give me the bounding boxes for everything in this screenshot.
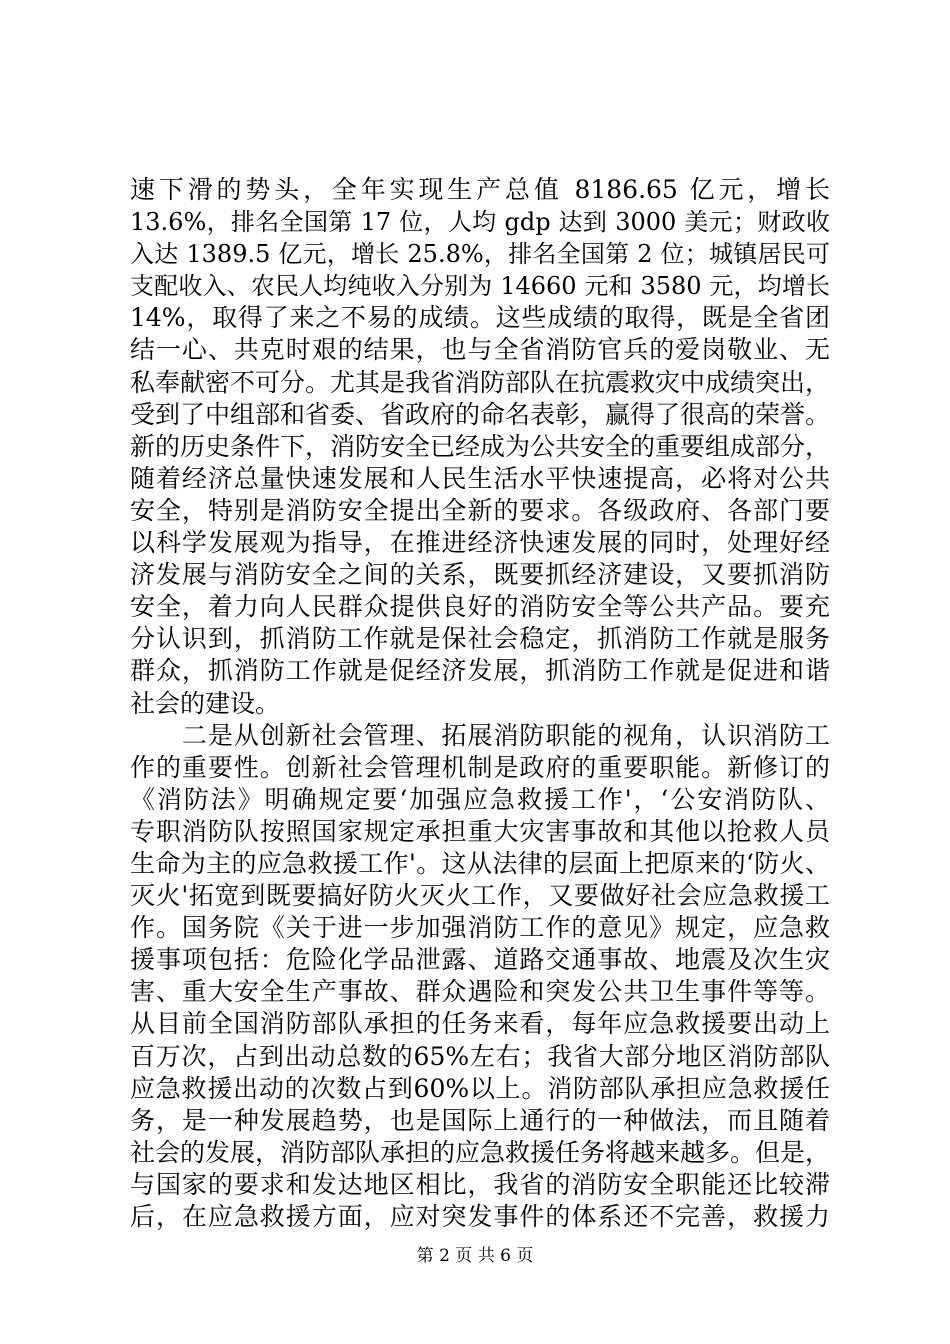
text-line: 从目前全国消防部队承担的任务来看，每年应急救援要出动上 — [130, 1009, 830, 1039]
text-line: 作。国务院《关于进一步加强消防工作的意见》规定，应急救 — [130, 913, 830, 943]
text-line: 害、重大安全生产事故、群众遇险和突发公共卫生事件等等。 — [130, 977, 830, 1007]
text-line: 二是从创新社会管理、拓展消防职能的视角，认识消防工 — [130, 720, 830, 750]
text-line: 私奉献密不可分。尤其是我省消防部队在抗震救灾中成绩突出， — [130, 367, 830, 397]
text-line: 社会的建设。 — [130, 688, 281, 718]
text-line: 作的重要性。创新社会管理机制是政府的重要职能。新修订的 — [130, 752, 830, 782]
text-line: 社会的发展，消防部队承担的应急救援任务将越来越多。但是， — [130, 1137, 830, 1167]
text-line: 专职消防队按照国家规定承担重大灾害事故和其他以抢救人员 — [130, 816, 830, 846]
text-line: 支配收入、农民人均纯收入分别为 14660 元和 3580 元，均增长 — [130, 272, 830, 301]
text-line: 受到了中组部和省委、省政府的命名表彰，赢得了很高的荣誉。 — [130, 399, 830, 429]
text-line: 14%，取得了来之不易的成绩。这些成绩的取得，既是全省团 — [130, 303, 830, 333]
text-line: 群众，抓消防工作就是促经济发展，抓消防工作就是促进和谐 — [130, 656, 830, 686]
text-line: 《消防法》明确规定要‘加强应急救援工作'，‘公安消防队、 — [130, 784, 830, 814]
text-line: 入达 1389.5 亿元，增长 25.8%，排名全国第 2 位；城镇居民可 — [130, 240, 830, 269]
text-line: 后，在应急救援方面，应对突发事件的体系还不完善，救援力 — [130, 1202, 830, 1231]
body-text — [130, 174, 830, 1233]
text-line: 分认识到，抓消防工作就是保社会稳定，抓消防工作就是服务 — [130, 624, 830, 654]
text-line: 以科学发展观为指导，在推进经济快速发展的同时，处理好经 — [130, 528, 830, 558]
text-line: 济发展与消防安全之间的关系，既要抓经济建设，又要抓消防 — [130, 560, 830, 590]
text-line: 应急救援出动的次数占到60%以上。消防部队承担应急救援任 — [130, 1073, 830, 1103]
page-footer — [0, 1244, 950, 1268]
text-line: 务，是一种发展趋势，也是国际上通行的一种做法，而且随着 — [130, 1105, 830, 1135]
text-line: 新的历史条件下，消防安全已经成为公共安全的重要组成部分， — [130, 431, 830, 461]
text-line: 生命为主的应急救援工作'。这从法律的层面上把原来的‘防火、 — [130, 848, 830, 878]
text-line: 援事项包括：危险化学品泄露、道路交通事故、地震及次生灾 — [130, 945, 830, 975]
text-line: 与国家的要求和发达地区相比，我省的消防安全职能还比较滞 — [130, 1169, 830, 1199]
page-number-label: 第 2 页 共 6 页 — [416, 1246, 534, 1266]
text-line: 百万次，占到出动总数的65%左右；我省大部分地区消防部队 — [130, 1041, 830, 1071]
text-line: 安全，着力向人民群众提供良好的消防安全等公共产品。要充 — [130, 592, 830, 622]
text-line: 灭火'拓宽到既要搞好防火灭火工作，又要做好社会应急救援工 — [130, 881, 830, 911]
text-line: 速下滑的势头，全年实现生产总值 8186.65 亿元，增长 — [130, 175, 830, 204]
text-line: 结一心、共克时艰的结果，也与全省消防官兵的爱岗敬业、无 — [130, 335, 830, 365]
text-line: 13.6%，排名全国第 17 位，人均 gdp 达到 3000 美元；财政收 — [130, 208, 830, 237]
text-line: 随着经济总量快速发展和人民生活水平快速提高，必将对公共 — [130, 463, 830, 493]
text-line: 安全，特别是消防安全提出全新的要求。各级政府、各部门要 — [130, 495, 830, 525]
